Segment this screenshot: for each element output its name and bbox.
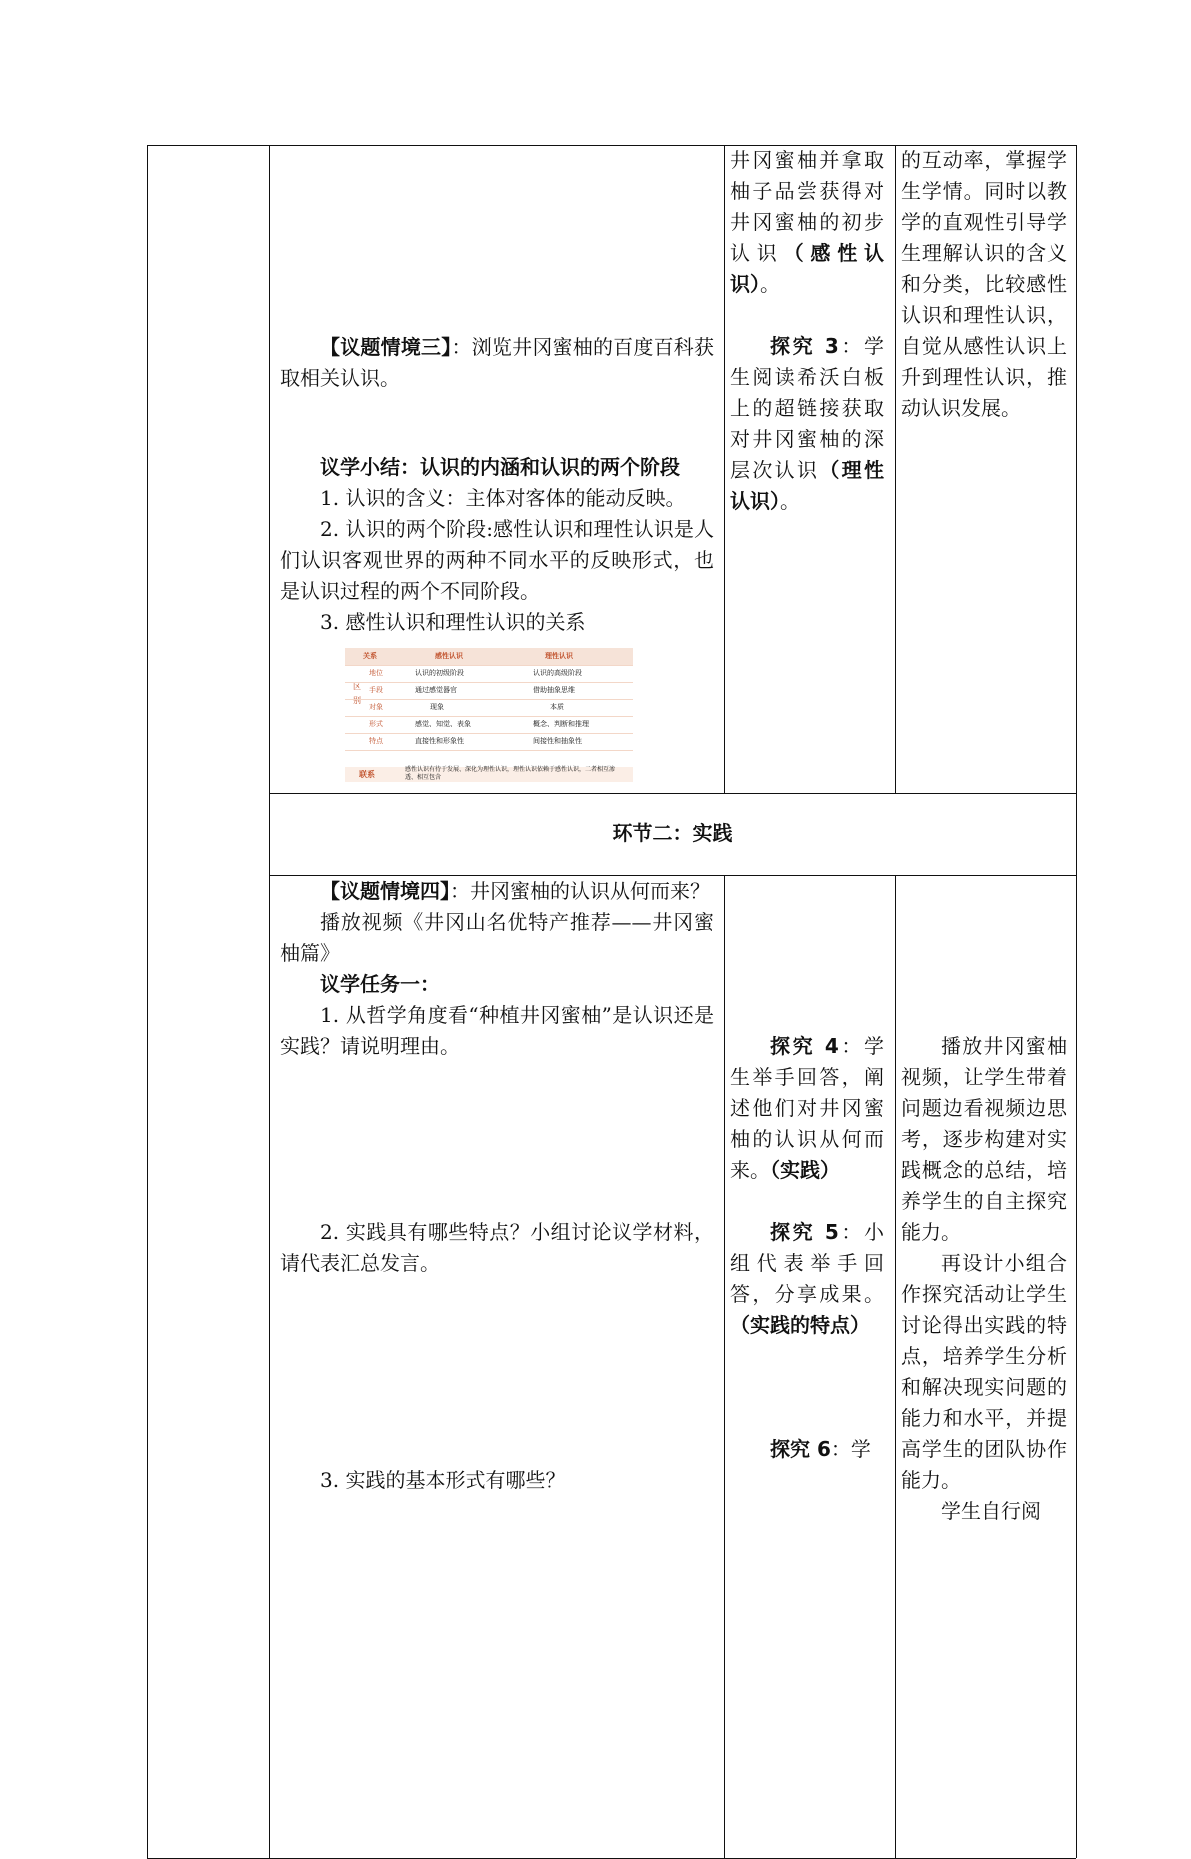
relation-table-image <box>345 648 633 782</box>
explore6-text: ：学 <box>830 1437 871 1461</box>
relation-link-row <box>345 767 633 782</box>
explore5-bold: （实践的特点） <box>730 1313 870 1337</box>
scenario4-heading: 【议题情境四】 <box>320 879 450 903</box>
table-left-border <box>147 145 148 1858</box>
relation-row-rational: 认识的高级阶段 <box>533 669 582 677</box>
summary-item-3: 3. 感性认识和理性认识的关系 <box>320 610 586 634</box>
explore4-label: 探究 4 <box>770 1034 839 1058</box>
relation-link-label: 联系 <box>359 770 375 779</box>
explore4-bold: （实践） <box>770 1158 840 1182</box>
activity-1-text: 井冈蜜柚并拿取柚子品尝获得对井冈蜜柚的初步认识 <box>730 148 884 265</box>
column-divider-1 <box>269 145 270 1858</box>
section2-title: 环节二：实践 <box>612 821 733 845</box>
relation-row-label: 特点 <box>369 737 383 745</box>
explore6-label: 探究 6 <box>770 1437 831 1461</box>
summary-item-1: 1. 认识的含义：主体对客体的能动反映。 <box>320 486 686 510</box>
relation-row-perceptual: 认识的初级阶段 <box>415 669 464 677</box>
relation-row-rational: 本质 <box>550 703 564 711</box>
column-divider-3 <box>895 145 896 793</box>
table-right-border <box>1076 145 1077 1858</box>
relation-row-rational: 概念、判断和推理 <box>533 720 589 728</box>
column-divider-3b <box>895 875 896 1858</box>
column-divider-2b <box>724 875 725 1858</box>
column-divider-2 <box>724 145 725 793</box>
relation-row-perceptual: 感觉、知觉、表象 <box>415 720 471 728</box>
design-paragraph-3: 学生自行阅 <box>941 1499 1041 1523</box>
scenario3-paragraph <box>280 332 714 394</box>
bottom-design-column <box>901 1031 1067 1527</box>
bottom-activity-column <box>730 1031 884 1465</box>
design-paragraph-2: 再设计小组合作探究活动让学生讨论得出实践的特点，培养学生分析和解决现实问题的能力和水平，并提高学生的团队协作能力。 <box>901 1251 1067 1492</box>
question-2: 2. 实践具有哪些特点？小组讨论议学材料，请代表汇总发言。 <box>280 1220 714 1275</box>
relation-row-rational: 借助抽象思维 <box>533 686 575 694</box>
relation-row-label: 地位 <box>369 669 383 677</box>
explore3-text: ：学生阅读希沃白板上的超链接获取对井冈蜜柚的深层次认识 <box>730 334 884 482</box>
summary-heading: 议学小结：认识的内涵和认识的两个阶段 <box>320 455 680 479</box>
explore3-bold: （理性认识） <box>730 458 885 513</box>
explore5-text: ：小组代表举手回答，分享成果。 <box>730 1220 884 1306</box>
activity-1-bold: （感性认识） <box>730 241 885 296</box>
top-activity-column <box>730 145 884 517</box>
activity-paragraph-1 <box>730 145 884 300</box>
explore5-label: 探究 5 <box>770 1220 839 1244</box>
relation-header-relation: 关系 <box>363 652 377 660</box>
relation-row <box>345 665 633 683</box>
bottom-content-column <box>280 876 714 1496</box>
question-3: 3. 实践的基本形式有哪些？ <box>320 1468 566 1492</box>
explore3-label: 探究 3 <box>770 334 839 358</box>
relation-table-header <box>345 648 633 666</box>
activity-1-end: 。 <box>760 272 780 296</box>
scenario4-paragraph <box>280 876 714 907</box>
explore3-end: 。 <box>780 489 800 513</box>
explore4-paragraph <box>730 1031 884 1186</box>
relation-row-label: 形式 <box>369 720 383 728</box>
relation-side-label: 区别 <box>353 682 361 705</box>
video-paragraph: 播放视频《井冈山名优特产推荐——井冈蜜柚篇》 <box>280 910 714 965</box>
explore5-paragraph <box>730 1217 884 1341</box>
design-paragraph-top: 的互动率，掌握学生学情。同时以教学的直观性引导学生理解认识的含义和分类，比较感性认识和理性认识，自觉从感性认识上升到理性认识，推动认识发展。 <box>901 148 1067 420</box>
relation-row-rational: 间接性和抽象性 <box>533 737 582 745</box>
relation-row-label: 手段 <box>369 686 383 694</box>
top-design-column <box>901 145 1067 424</box>
relation-row <box>345 682 633 700</box>
task1-heading: 议学任务一： <box>320 972 440 996</box>
relation-header-rational: 理性认识 <box>545 652 573 660</box>
section-divider-top <box>269 793 1076 794</box>
relation-header-perceptual: 感性认识 <box>435 652 463 660</box>
relation-row-label: 对象 <box>369 703 383 711</box>
design-paragraph-1: 播放井冈蜜柚视频，让学生带着问题边看视频边思考，逐步构建对实践概念的总结，培养学生的自主探究能力。 <box>901 1034 1067 1244</box>
question-1: 1. 从哲学角度看“种植井冈蜜柚”是认识还是实践？请说明理由。 <box>280 1003 714 1058</box>
scenario3-text: ：浏览井冈蜜柚的百度百科获取相关认识。 <box>280 335 715 390</box>
relation-link-text: 感性认识有待于发展、深化为理性认识，理性认识依赖于感性认识，二者相互渗透、相互包含 <box>405 766 616 781</box>
explore6-paragraph <box>730 1434 884 1465</box>
relation-row-perceptual: 直接性和形象性 <box>415 737 464 745</box>
relation-row-perceptual: 现象 <box>430 703 444 711</box>
scenario4-text: ：井冈蜜柚的认识从何而来？ <box>450 879 710 903</box>
top-content-column <box>280 332 714 638</box>
relation-row <box>345 733 633 751</box>
explore4-text: ：学生举手回答，阐述他们对井冈蜜柚的认识从何而来。 <box>730 1034 884 1182</box>
summary-item-2: 2. 认识的两个阶段:感性认识和理性认识是人们认识客观世界的两种不同水平的反映形式，也是认识过程的两个不同阶段。 <box>280 517 714 603</box>
scenario3-heading: 【议题情境三】 <box>320 335 452 359</box>
relation-row <box>345 699 633 717</box>
relation-row <box>345 716 633 734</box>
relation-row-perceptual: 通过感觉器官 <box>415 686 457 694</box>
explore3-paragraph <box>730 331 884 517</box>
